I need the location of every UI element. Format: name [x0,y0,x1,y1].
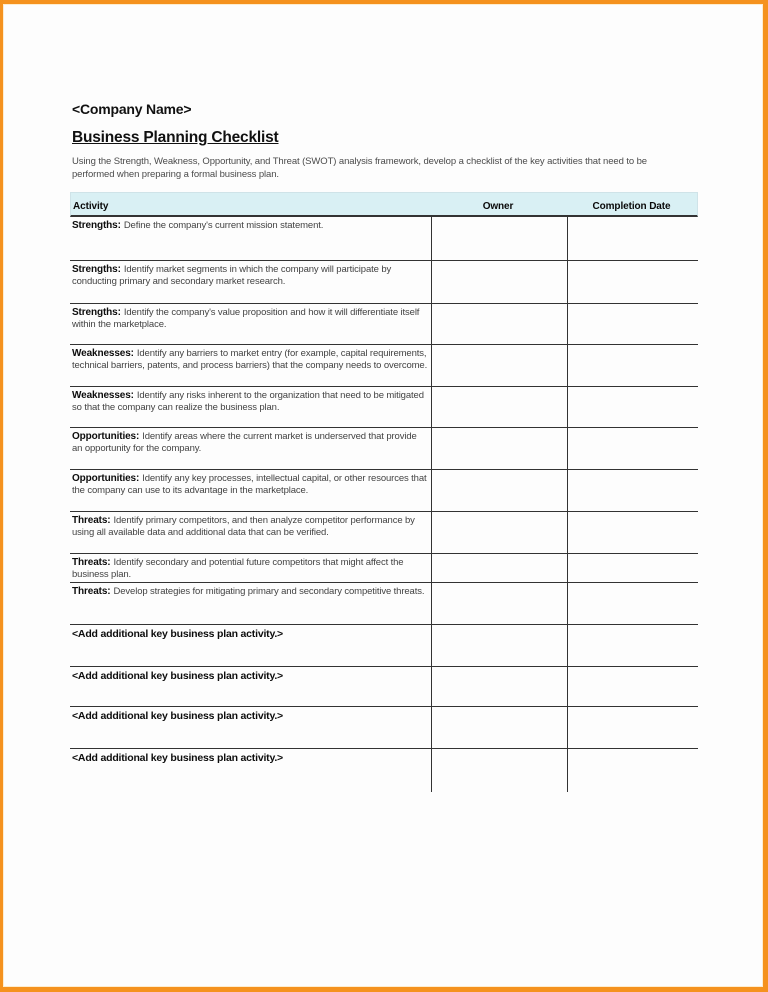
completion-date-cell[interactable] [567,261,698,303]
table-row [70,749,698,792]
completion-date-cell[interactable] [567,625,698,666]
completion-date-cell[interactable] [567,512,698,553]
completion-date-cell[interactable] [567,583,698,624]
activity-text: Define the company's current mission statement. [123,220,324,231]
activity-cell [70,304,431,344]
owner-cell[interactable] [431,304,567,344]
activity-text: <Add additional key business plan activity.> [72,670,283,682]
swot-category-label: Threats: [72,586,111,597]
activity-cell [70,387,431,427]
activity-text: <Add additional key business plan activity.> [72,710,283,722]
table-row [70,304,698,345]
table-row [70,512,698,554]
activity-cell [70,512,431,553]
owner-cell[interactable] [431,583,567,624]
owner-cell[interactable] [431,387,567,427]
activity-cell [70,345,431,386]
completion-date-cell[interactable] [567,345,698,386]
owner-cell[interactable] [431,512,567,553]
table-row [70,428,698,470]
swot-category-label: Strengths: [72,220,121,231]
owner-cell[interactable] [431,217,567,260]
activity-text: Identify any risks inherent to the organization that need to be mitigated so that the company can realize the business plan. [72,390,424,413]
company-name-placeholder: <Company Name> [72,101,192,117]
activity-cell [70,554,431,582]
activity-text: Identify any barriers to market entry (for example, capital requirements, technical barriers, patents, and process barriers) that the company needs to overcome. [72,348,428,371]
table-row [70,387,698,428]
activity-text: Identify primary competitors, and then analyze competitor performance by using all available data and additional data that can be verified. [72,515,415,538]
activity-cell [70,625,431,666]
swot-category-label: Strengths: [72,264,121,275]
table-header-row [70,192,698,217]
swot-category-label: Strengths: [72,307,121,318]
activity-cell [70,749,431,792]
swot-category-label: Threats: [72,515,111,526]
completion-date-cell[interactable] [567,387,698,427]
completion-date-cell[interactable] [567,554,698,582]
completion-date-cell[interactable] [567,749,698,792]
table-row [70,667,698,707]
column-header-owner: Owner [482,201,514,212]
activity-cell [70,217,431,260]
document-page [70,4,702,792]
table-body [70,217,698,792]
intro-text: Using the Strength, Weakness, Opportunity, and Threat (SWOT) analysis framework, develop a checklist of the key activities that need to be performed when preparing a formal business plan. [72,156,647,180]
activity-cell [70,428,431,469]
completion-date-cell[interactable] [567,428,698,469]
activity-text: Identify areas where the current market is underserved that provide an opportunity for the company. [72,431,417,454]
column-header-activity: Activity [73,201,109,212]
owner-cell[interactable] [431,707,567,748]
table-row [70,345,698,387]
activity-text: Identify secondary and potential future competitors that might affect the business plan. [72,557,404,580]
swot-category-label: Threats: [72,557,111,568]
owner-cell[interactable] [431,261,567,303]
owner-cell[interactable] [431,749,567,792]
swot-category-label: Weaknesses: [72,348,134,359]
completion-date-cell[interactable] [567,667,698,706]
table-row [70,625,698,667]
owner-cell[interactable] [431,625,567,666]
activity-cell [70,470,431,511]
activity-text: Identify the company's value proposition and how it will differentiate itself within the marketplace. [72,307,420,330]
activity-text: <Add additional key business plan activity.> [72,752,283,764]
activity-cell [70,667,431,706]
table-row [70,583,698,625]
completion-date-cell[interactable] [567,470,698,511]
owner-cell[interactable] [431,428,567,469]
table-row [70,707,698,749]
completion-date-cell[interactable] [567,707,698,748]
activity-text: Identify any key processes, intellectual capital, or other resources that the company can use to its advantage in the marketplace. [72,473,427,496]
activity-cell [70,261,431,303]
swot-category-label: Weaknesses: [72,390,134,401]
activity-cell [70,707,431,748]
activity-text: Develop strategies for mitigating primary and secondary competitive threats. [113,586,425,597]
table-row [70,261,698,304]
owner-cell[interactable] [431,470,567,511]
swot-category-label: Opportunities: [72,431,140,442]
table-row [70,217,698,261]
column-header-completion-date: Completion Date [592,201,671,212]
table-row [70,470,698,512]
completion-date-cell[interactable] [567,217,698,260]
owner-cell[interactable] [431,345,567,386]
swot-category-label: Opportunities: [72,473,140,484]
document-title: Business Planning Checklist [72,129,279,146]
activity-text: Identify market segments in which the company will participate by conducting primary and secondary market research. [72,264,392,287]
checklist-table [70,192,698,792]
table-row [70,554,698,583]
owner-cell[interactable] [431,667,567,706]
activity-cell [70,583,431,624]
completion-date-cell[interactable] [567,304,698,344]
activity-text: <Add additional key business plan activity.> [72,628,283,640]
owner-cell[interactable] [431,554,567,582]
